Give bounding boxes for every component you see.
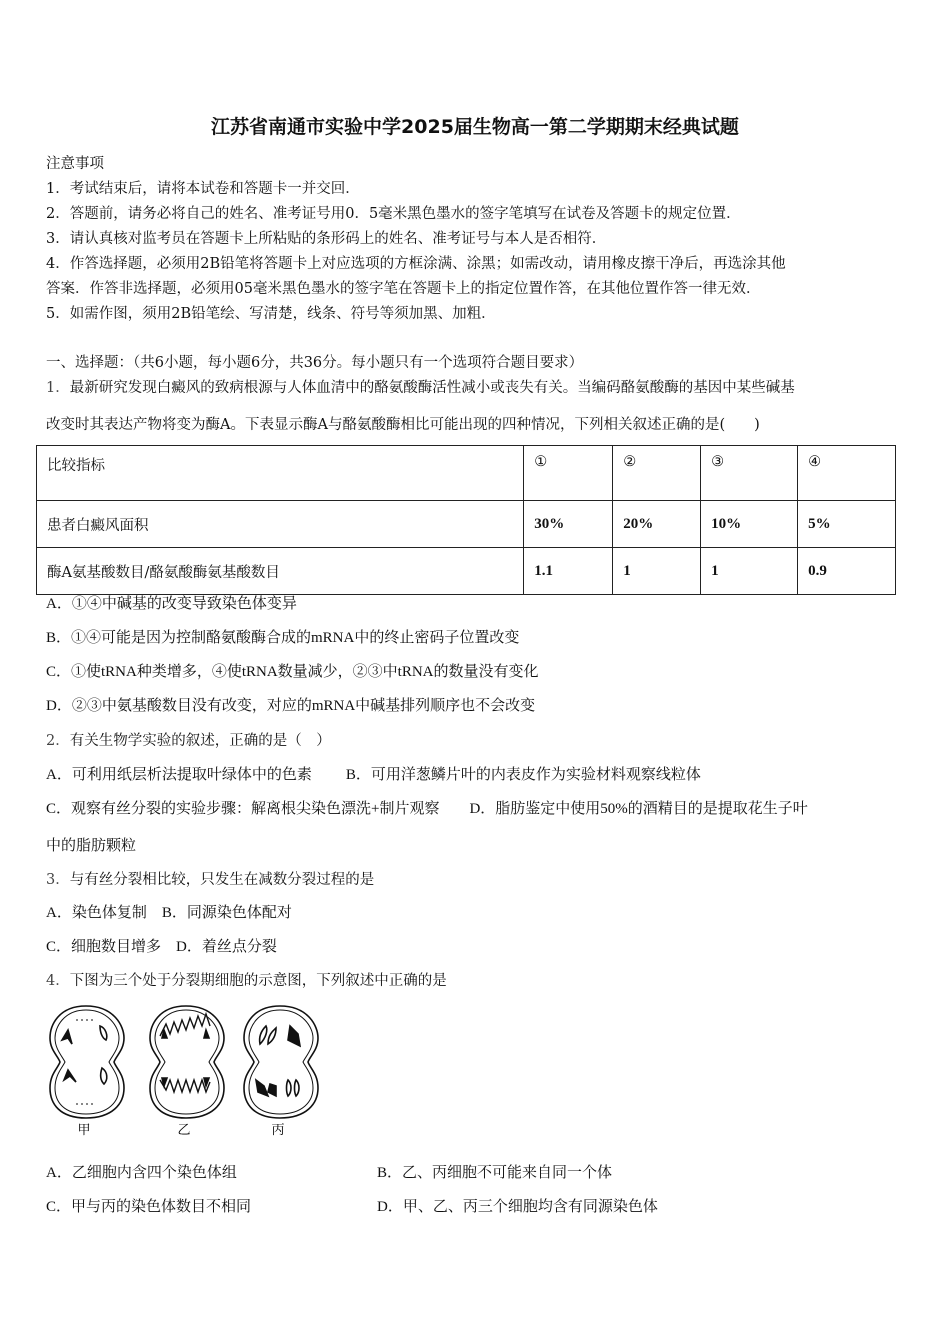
- q1-option-b: B．①④可能是因为控制酪氨酸酶合成的mRNA中的终止密码子位置改变: [46, 630, 520, 646]
- table-cell: 1: [613, 548, 701, 595]
- table-cell: 30%: [524, 501, 613, 548]
- q4-stem: [46, 969, 447, 990]
- q4-option-a: A．乙细胞内含四个染色体组: [46, 1165, 237, 1181]
- q1-option-c: C．①使tRNA种类增多，④使tRNA数量减少，②③中tRNA的数量没有变化: [46, 664, 539, 680]
- q2-number: 2．: [46, 733, 70, 749]
- q3-options-row1: A．染色体复制 B．同源染色体配对: [46, 905, 292, 921]
- note-item: 4．作答选择题，必须用2B铅笔将答题卡上对应选项的方框涂满、涂黑；如需改动，请用橡皮擦干净后，再选涂其他: [46, 256, 786, 272]
- comparison-table: [36, 445, 896, 595]
- q4-option-d: D．甲、乙、丙三个细胞均含有同源染色体: [377, 1199, 658, 1215]
- q2-option-d: D．脂肪鉴定中使用50%的酒精目的是提取花生子叶: [469, 801, 808, 817]
- table-cell: 1.1: [524, 548, 613, 595]
- table-cell: 患者白癜风面积: [37, 501, 524, 548]
- q3-options-row2: C．细胞数目增多 D．着丝点分裂: [46, 939, 277, 955]
- section-heading: 一、选择题：（共6小题，每小题6分，共36分。每小题只有一个选项符合题目要求）: [46, 355, 584, 371]
- q1-stem-line1: [46, 376, 795, 397]
- q4-number: 4．: [46, 973, 70, 989]
- table-cell: 5%: [798, 501, 896, 548]
- q3-stem: [46, 868, 374, 889]
- table-header-row: [37, 446, 896, 501]
- q2-option-a: A．可利用纸层析法提取叶绿体中的色素: [46, 767, 312, 783]
- q2-option-b: B．可用洋葱鳞片叶的内表皮作为实验材料观察线粒体: [345, 767, 701, 783]
- table-header-cell: ④: [798, 446, 896, 501]
- q3-number: 3．: [46, 872, 70, 888]
- note-item: 答案．作答非选择题，必须用05毫米黑色墨水的签字笔在答题卡上的指定位置作答，在其他位置作答一律无效．: [46, 281, 761, 297]
- table-header-cell: ①: [524, 446, 613, 501]
- note-item: 1．考试结束后，请将本试卷和答题卡一并交回．: [46, 181, 360, 197]
- q2-options-row2: [46, 797, 808, 818]
- q2-stem: [46, 729, 331, 750]
- table-row: [37, 501, 896, 548]
- q3-stem-text: 与有丝分裂相比较，只发生在减数分裂过程的是: [69, 872, 375, 888]
- q1-option-d: D．②③中氨基酸数目没有改变，对应的mRNA中碱基排列顺序也不会改变: [46, 698, 536, 714]
- q2-stem-text: 有关生物学实验的叙述，正确的是（ ）: [69, 733, 331, 749]
- cell-yi: [150, 1006, 224, 1118]
- q1-option-a: A．①④中碱基的改变导致染色体变异: [46, 596, 297, 612]
- table-cell: 10%: [701, 501, 798, 548]
- note-item: 5．如需作图，须用2B铅笔绘、写清楚，线条、符号等须加黑、加粗．: [46, 306, 496, 322]
- figure-label-yi: 乙: [177, 1123, 191, 1138]
- table-row: [37, 548, 896, 595]
- table-header-cell: 比较指标: [37, 446, 524, 501]
- table-cell: 20%: [613, 501, 701, 548]
- q4-option-c: C．甲与丙的染色体数目不相同: [46, 1199, 252, 1215]
- table-cell: 酶A氨基酸数目/酪氨酸酶氨基酸数目: [37, 548, 524, 595]
- q2-options-row1: [46, 763, 701, 784]
- table-cell: 0.9: [798, 548, 896, 595]
- table-cell: 1: [701, 548, 798, 595]
- q2-option-c: C．观察有丝分裂的实验步骤：解离根尖染色漂洗+制片观察: [46, 801, 440, 817]
- q1-stem-text: 最新研究发现白癜风的致病根源与人体血清中的酪氨酸酶活性减小或丧失有关。当编码酪氨酸酶的基因中某些碱基: [69, 380, 795, 396]
- q2-option-d-cont: 中的脂肪颗粒: [46, 838, 137, 854]
- cell-diagram-svg: [46, 1000, 336, 1140]
- cell-bing: [244, 1006, 318, 1118]
- figure-label-bing: 丙: [271, 1123, 285, 1138]
- page-title: 江苏省南通市实验中学2025届生物高一第二学期期末经典试题: [211, 116, 739, 138]
- cell-division-figure: [46, 1000, 336, 1144]
- figure-label-jia: 甲: [77, 1123, 91, 1138]
- table-header-cell: ③: [701, 446, 798, 501]
- table-header-cell: ②: [613, 446, 701, 501]
- note-item: 2．答题前，请务必将自己的姓名、准考证号用0．5毫米黑色墨水的签字笔填写在试卷及答题卡的规定位置．: [46, 206, 741, 222]
- q1-number: 1．: [46, 380, 70, 396]
- cell-jia: [50, 1006, 124, 1118]
- note-item: 3．请认真核对监考员在答题卡上所粘贴的条形码上的姓名、准考证号与本人是否相符．: [46, 231, 607, 247]
- q4-option-b: B．乙、丙细胞不可能来自同一个体: [377, 1165, 613, 1181]
- q1-stem-line2: 改变时其表达产物将变为酶A。下表显示酶A与酪氨酸酶相比可能出现的四种情况，下列相关叙述正确的是( ): [46, 417, 760, 433]
- notes-heading: 注意事项: [46, 156, 104, 172]
- q4-stem-text: 下图为三个处于分裂期细胞的示意图，下列叙述中正确的是: [69, 973, 447, 989]
